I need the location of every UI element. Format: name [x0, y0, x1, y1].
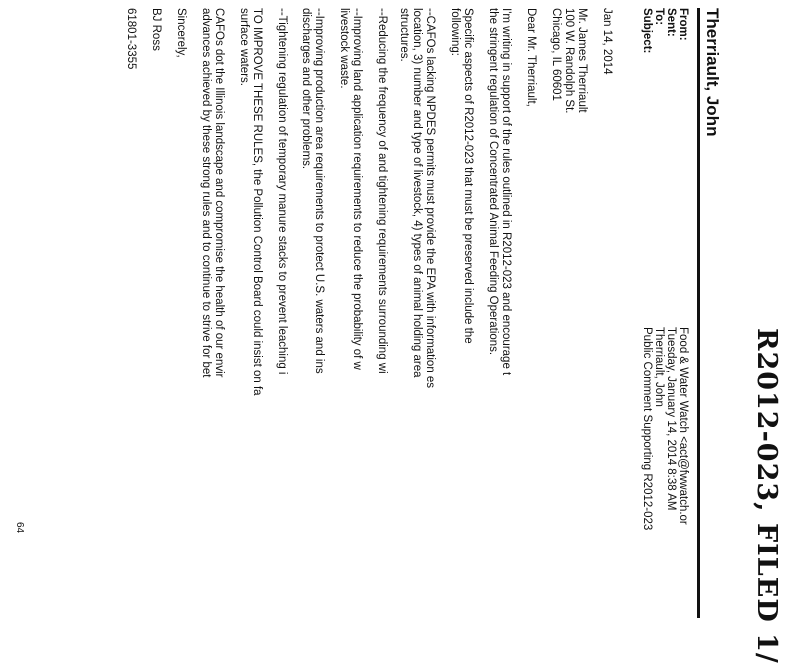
aspects-intro-line: following:	[449, 8, 461, 56]
item2-line: --Reducing the frequency of and tightening requirements surrounding wi	[376, 8, 388, 374]
sent-value: Tuesday, January 14, 2014 8:38 AM	[665, 327, 677, 511]
subject-value: Public Comment Supporting R2012-023	[641, 327, 653, 531]
from-label: From:	[677, 8, 689, 41]
item1-line: --CAFOs lacking NPDES permits must provide the EPA with information es	[424, 8, 436, 389]
header-rule	[697, 8, 700, 618]
signoff: Sincerely,	[175, 8, 187, 58]
item3-line: livestock waste.	[338, 8, 350, 89]
signer-zip: 61801-3355	[125, 8, 137, 70]
from-value: Food & Water Watch <act@fwwatch.or	[677, 327, 689, 525]
improve-line: surface waters.	[238, 8, 250, 86]
to-value: Therriault, John	[653, 327, 665, 407]
sender-name: Therriault, John	[703, 8, 722, 137]
address-line: Chicago, IL 60601	[550, 8, 562, 101]
filing-stamp: R2012-023, FILED 1/	[751, 328, 782, 664]
page-number: 64	[14, 522, 25, 534]
item3-line: --Improving land application requirements to reduce the probability of w	[351, 8, 363, 370]
address-line: Mr. James Therriault	[576, 8, 588, 113]
salutation: Dear Mr. Therriault,	[525, 8, 537, 107]
item4-line: discharges and other problems.	[300, 8, 312, 170]
to-label: To:	[653, 8, 665, 26]
intro-line: the stringent regulation of Concentrated Animal Feeding Operations.	[487, 8, 499, 356]
intro-line: I'm writing in support of the rules outlined in R2012-023 and encourage t	[500, 8, 512, 376]
closing-line: advances achieved by these strong rules and to continue to strive for bet	[200, 8, 212, 378]
item4-line: --Improving production area requirements to protect U.S. waters and ins	[313, 8, 325, 374]
item5-line: --Tightening regulation of temporary manure stacks to prevent leaching i	[276, 8, 288, 375]
subject-label: Subject:	[641, 8, 653, 54]
aspects-intro-line: Specific aspects of R2012-023 that must be preserved include the	[462, 8, 474, 344]
letter-date: Jan 14, 2014	[601, 8, 613, 75]
item1-line: location, 3) number and type of livestock, 4) types of animal holding area	[411, 8, 423, 378]
sent-label: Sent:	[665, 8, 677, 37]
address-line: 100 W. Randolph St.	[563, 8, 575, 114]
improve-line: TO IMPROVE THESE RULES, the Pollution Control Board could insist on fa	[251, 8, 263, 396]
closing-line: CAFOs dot the Illinois landscape and compromise the health of our envir	[213, 8, 225, 378]
signer-name: BJ Ross	[150, 8, 162, 51]
item1-line: structures.	[398, 8, 410, 62]
